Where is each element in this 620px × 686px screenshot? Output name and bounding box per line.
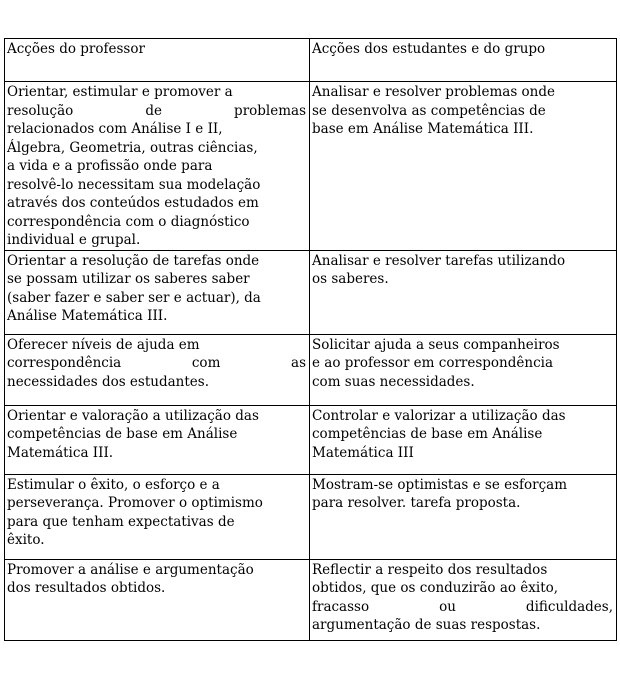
text-line: Matemática III. <box>7 444 114 461</box>
professor-action-cell <box>5 405 310 474</box>
student-action-cell <box>310 334 617 405</box>
table-row <box>5 334 617 405</box>
text-line: Analisar e resolver tarefas utilizando <box>312 252 566 269</box>
text-line: se possam utilizar os saberes saber <box>7 271 250 287</box>
professor-action-cell <box>5 82 310 251</box>
professor-action-cell <box>5 559 310 640</box>
table-row <box>5 559 617 640</box>
text-line: Álgebra, Geometria, outras ciências, <box>7 139 258 156</box>
text-line: Estimular o êxito, o esforço e a <box>7 476 220 493</box>
text-line: perseverança. Promover o optimismo <box>7 495 263 511</box>
student-action-cell <box>310 250 617 334</box>
text-line: Promover a análise e argumentação <box>7 561 254 578</box>
text-line: competências de base em Análise <box>312 426 543 442</box>
text-line: Mostram-se optimistas e se esforçam <box>312 476 568 493</box>
text-line: a vida e a profissão onde para <box>7 158 213 174</box>
text-line: para que tenham expectativas de <box>7 513 235 530</box>
text-line: Análise Matemática III. <box>7 308 168 324</box>
text-line: os saberes. <box>312 271 389 287</box>
header-row <box>5 39 617 82</box>
student-action-cell <box>310 559 617 640</box>
student-action-cell <box>310 474 617 559</box>
text-line: resolvê-lo necessitam sua modelação <box>7 176 261 193</box>
text-line: resolução de problemas <box>7 102 306 119</box>
text-line: Matemática III <box>312 444 414 461</box>
text-line: Controlar e valorizar a utilização das <box>312 407 566 424</box>
column-header-students: Acções dos estudantes e do grupo <box>310 39 617 82</box>
text-line: Orientar a resolução de tarefas onde <box>7 252 260 269</box>
table-row <box>5 82 617 251</box>
text-line: e ao professor em correspondência <box>312 355 553 371</box>
actions-table <box>4 38 617 641</box>
text-line: obtidos, que os conduzirão ao êxito, <box>312 580 559 596</box>
text-line: para resolver. tarefa proposta. <box>312 495 521 511</box>
text-line: individual e grupal. <box>7 232 141 248</box>
text-line: (saber fazer e saber ser e actuar), da <box>7 289 261 306</box>
text-line: êxito. <box>7 532 45 548</box>
text-line: Analisar e resolver problemas onde <box>312 84 555 100</box>
text-line: argumentação de suas respostas. <box>312 617 541 633</box>
text-line: competências de base em Análise <box>7 426 238 442</box>
column-header-professor: Acções do professor <box>5 39 310 82</box>
text-line: Reflectir a respeito dos resultados <box>312 561 548 578</box>
text-line: correspondência com as <box>7 355 306 371</box>
text-line: Orientar e valoração a utilização das <box>7 407 259 424</box>
text-line: correspondência com o diagnóstico <box>7 213 250 230</box>
text-line: com suas necessidades. <box>312 373 475 390</box>
text-line: dos resultados obtidos. <box>7 580 166 596</box>
text-line: fracasso ou dificuldades, <box>312 598 613 615</box>
professor-action-cell <box>5 334 310 405</box>
text-line: base em Análise Matemática III. <box>312 121 534 137</box>
professor-action-cell <box>5 250 310 334</box>
text-line: através dos conteúdos estudados em <box>7 195 259 211</box>
table-row <box>5 405 617 474</box>
text-line: Orientar, estimular e promover a <box>7 84 233 100</box>
student-action-cell <box>310 405 617 474</box>
text-line: Solicitar ajuda a seus companheiros <box>312 336 560 353</box>
table-row <box>5 474 617 559</box>
text-line: se desenvolva as competências de <box>312 102 546 119</box>
table-row <box>5 250 617 334</box>
text-line: necessidades dos estudantes. <box>7 373 209 390</box>
student-action-cell <box>310 82 617 251</box>
text-line: Oferecer níveis de ajuda em <box>7 336 200 353</box>
professor-action-cell <box>5 474 310 559</box>
text-line: relacionados com Análise I e II, <box>7 121 223 137</box>
